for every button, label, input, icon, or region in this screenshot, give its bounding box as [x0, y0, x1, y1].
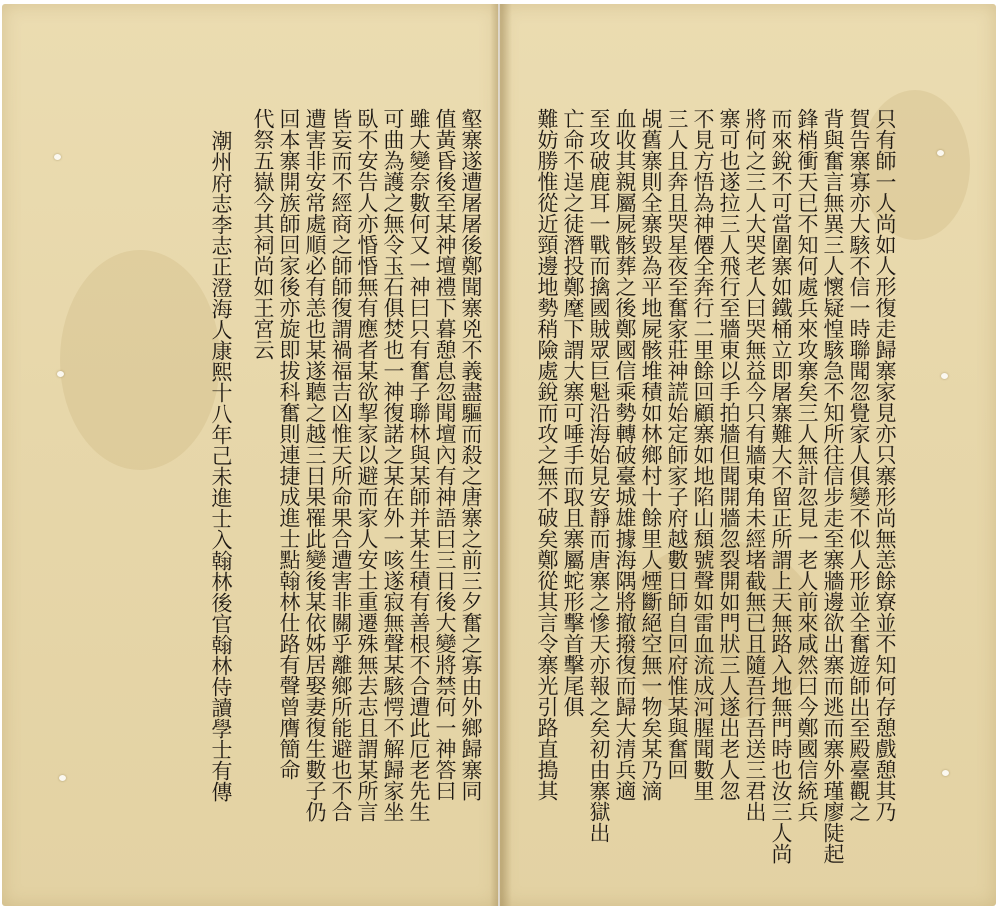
text-column: 寨可也遂拉三人飛行至牆東以手拍牆但聞開牆忽裂開如門狀三人遂出老人忽 — [717, 108, 741, 801]
text-column: 皆妄而不經商之師師復謂禍福吉凶惟天所命果合遭害非關乎離鄉所能避也不合 — [329, 108, 353, 822]
binding-hole — [941, 373, 948, 379]
text-column: 將何之三人大哭老人曰哭無益今只有牆東角未經堵截無已且隨吾行吾送三君出 — [743, 108, 767, 822]
binding-hole — [937, 150, 944, 156]
binding-hole — [59, 775, 66, 781]
text-column: 壑寨遂遭屠屠後鄭聞寨兇不義盡驅而殺之唐寨之前三夕奮之寡由外鄉歸寨同 — [459, 108, 483, 801]
text-column: 覘舊寨則全寨毀為平地屍骸堆積如林鄉村十餘里人煙斷絕空無一物矣某乃滴 — [639, 108, 663, 801]
text-column: 亡命不逞之徒潛投鄭麾下謂大寨可唾手而取且寨屬蛇形擊首擊尾俱 — [561, 108, 585, 717]
binding-gutter — [490, 4, 512, 906]
text-column: 只有師一人尚如人形復走歸寨家見亦只寨形尚無恙餘寮並不知何存憩戲憩其乃 — [873, 108, 897, 822]
binding-hole — [57, 371, 64, 377]
text-column: 而來銳不可當圍寨如鐵桶立即屠寨難大不留正所謂上天無路入地無門時也汝三人尚 — [769, 108, 793, 864]
text-column: 不見方悟為神僊全奔行二里餘回顧寨如地陷山頹號聲如雷血流成河腥聞數里 — [691, 108, 715, 801]
text-column: 代祭五嶽今其祠尚如王宮云 — [251, 108, 275, 360]
text-column: 可曲為護之無令玉石俱焚也一神復諾之某在外一咳遂寂無聲某駭愕不解歸家坐 — [381, 108, 405, 822]
text-column: 至攻破鹿耳一戰而擒國賊眾巨魁沿海始見安靜而唐寨之慘天亦報之矣初由寨獄出 — [587, 108, 611, 843]
text-column: 雖大變奈數何又一神曰只有奮子聯林與某師并某生積有善根不合遭此厄老先生 — [407, 108, 431, 822]
text-column: 背與奮言無異三人懷疑惶駭急不知所往信步走至寨牆邊欲出寨而逃而寨外瑾廖陡起 — [821, 108, 845, 864]
binding-hole — [54, 154, 61, 160]
binding-hole — [942, 770, 949, 776]
text-column: 三人且奔且哭星夜至奮家莊神謊始定師家子府越數日師自回府惟某與奮回 — [665, 108, 689, 780]
source-note-column: 潮州府志李志正澄海人康熙十八年己未進士入翰林後官翰林侍讀學士有傳 — [209, 130, 233, 802]
text-column: 鋒梢衝天已不知何處兵來攻寨矣三人無計忽見一老人前來咸然曰今鄭國信統兵 — [795, 108, 819, 822]
text-column: 賀告寨寡亦大駭不信一時聯聞忽覺家人俱變不似人形並全奮遊師出至殿臺觀之 — [847, 108, 871, 822]
text-column: 回本寨開族師回家後亦旋即拔科奮則連捷成進士點翰林仕路有聲曾膺簡命 — [277, 108, 301, 780]
text-column: 難妨勝惟從近頸邊地勢稍險處銳而攻之無不破矣鄭從其言令寨光引路直搗其 — [535, 108, 559, 801]
text-column: 值黃昏後至某神壇禮下暮憩息忽聞壇內有神語曰三日後大變將禁何一神答曰 — [433, 108, 457, 801]
text-column: 臥不安告人亦惛惛無有應者某欲挈家以避而家人安土重遷殊無去志且謂某所言 — [355, 108, 379, 822]
text-column: 遭害非安常處順必有恙也某遂聽之越三日果罹此變後某依姊居娶妻復生數子仍 — [303, 108, 327, 822]
paper-stain — [60, 250, 220, 470]
text-column: 血收其親屬屍骸葬之後鄭國信乘勢轉破臺城雄據海隅將撤撥復而歸大清兵適 — [613, 108, 637, 801]
